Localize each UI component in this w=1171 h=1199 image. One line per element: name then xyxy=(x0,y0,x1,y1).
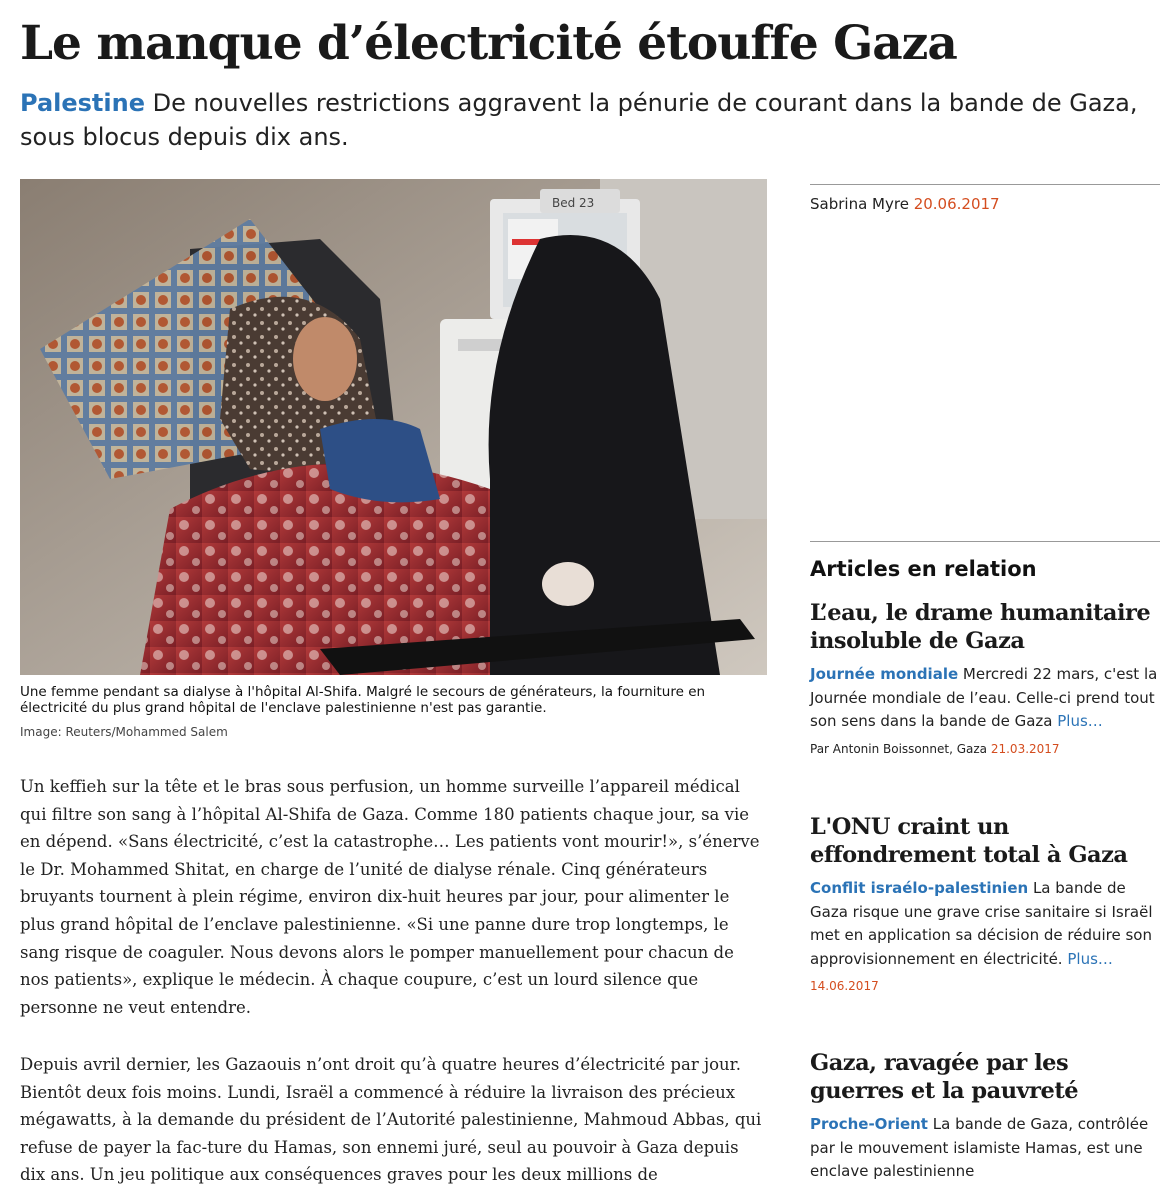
related-article-text: La bande de Gaza, contrôlée par le mouvement islamiste Hamas, est une enclave palestinienne xyxy=(810,1115,1149,1180)
sidebar-divider xyxy=(810,184,1160,185)
related-article-title[interactable]: Gaza, ravagée par les guerres et la pauvreté xyxy=(810,1050,1079,1104)
article-title: Le manque d’électricité étouffe Gaza xyxy=(20,16,957,71)
article-lead-text: De nouvelles restrictions aggravent la pénurie de courant dans la bande de Gaza, sous blocus depuis dix ans. xyxy=(20,89,1138,151)
photo-credit: Image: Reuters/Mohammed Salem xyxy=(20,725,228,739)
body-paragraph: Un keffieh sur la tête et le bras sous perfusion, un homme surveille l’appareil médical qui filtre son sang à l’hôpital Al-Shifa de Gaza. Comme 180 patients chaque jour, sa vie en dépend. «Sans électricité, c’est la catastrophe… Les patients vont mourir!», s’énerve le Dr. Mohammed Shitat, en charge de l’unité de dialyse rénale. Cinq générateurs bruyants tournent à plein régime, environ dix-huit heures par jour, pour alimenter le plus grand hôpital de l’enclave palestinienne. «Si une panne dure trop longtemps, le sang risque de coaguler. Nous devons alors le pomper manuellement pour chacun de nos patients», explique le médecin. À chaque coupure, c’est un lourd silence que personne ne veut entendre. xyxy=(20,777,760,1017)
related-article-meta xyxy=(810,740,1160,758)
read-more-link[interactable]: Plus… xyxy=(1057,712,1103,730)
related-heading: Articles en relation xyxy=(810,557,1037,581)
related-article[interactable] xyxy=(810,599,1160,758)
related-article[interactable] xyxy=(810,813,1160,995)
photo-illustration xyxy=(20,179,767,675)
article-photo[interactable] xyxy=(20,179,767,675)
related-article-meta xyxy=(810,977,1160,995)
photo-caption: Une femme pendant sa dialyse à l'hôpital Al-Shifa. Malgré le secours de générateurs, la fourniture en électricité du plus grand hôpital de l'enclave palestinienne n'est pas garantie. xyxy=(20,684,706,716)
related-article-tag[interactable]: Proche-Orient xyxy=(810,1115,928,1133)
related-article-author: Par Antonin Boissonnet, Gaza xyxy=(810,741,988,756)
related-article-date: 21.03.2017 xyxy=(990,741,1060,756)
related-article-tag[interactable]: Journée mondiale xyxy=(810,665,959,683)
bed-label: Bed 23 xyxy=(552,196,595,210)
related-article[interactable] xyxy=(810,1049,1160,1184)
related-divider xyxy=(810,541,1160,542)
related-article-title[interactable]: L'ONU craint un effondrement total à Gaza xyxy=(810,814,1128,868)
related-article-text: Mercredi 22 mars, c'est la Journée mondiale de l’eau. Celle-ci prend tout son sens dans la bande de Gaza xyxy=(810,665,1158,730)
related-article-teaser xyxy=(810,877,1160,971)
related-article-title[interactable]: L’eau, le drame humanitaire insoluble de Gaza xyxy=(810,600,1151,654)
publish-date: 20.06.2017 xyxy=(913,195,1000,213)
related-article-date: 14.06.2017 xyxy=(810,979,879,993)
related-article-teaser xyxy=(810,1113,1160,1184)
author-name[interactable]: Sabrina Myre xyxy=(810,195,909,213)
byline xyxy=(810,193,1160,215)
related-article-tag[interactable]: Conflit israélo-palestinien xyxy=(810,879,1029,897)
article-lead xyxy=(20,86,1150,154)
article-kicker[interactable]: Palestine xyxy=(20,89,145,117)
body-paragraph: Depuis avril dernier, les Gazaouis n’ont droit qu’à quatre heures d’électricité par jour. Bientôt deux fois moins. Lundi, Israël a commencé à réduire la livraison des précieux mégawatts, à la demande du président de l’Autorité palestinienne, Mahmoud Abbas, qui refuse de payer la fac-ture du Hamas, son ennemi juré, seul au pouvoir à Gaza depuis dix ans. Un jeu politique aux conséquences graves pour les deux millions de xyxy=(20,1055,762,1185)
read-more-link[interactable]: Plus… xyxy=(1067,949,1113,968)
related-article-text: La bande de Gaza risque une grave crise sanitaire si Israël met en application sa décision de réduire son approvisionnement en électricité. xyxy=(810,879,1153,968)
related-article-teaser xyxy=(810,663,1160,734)
